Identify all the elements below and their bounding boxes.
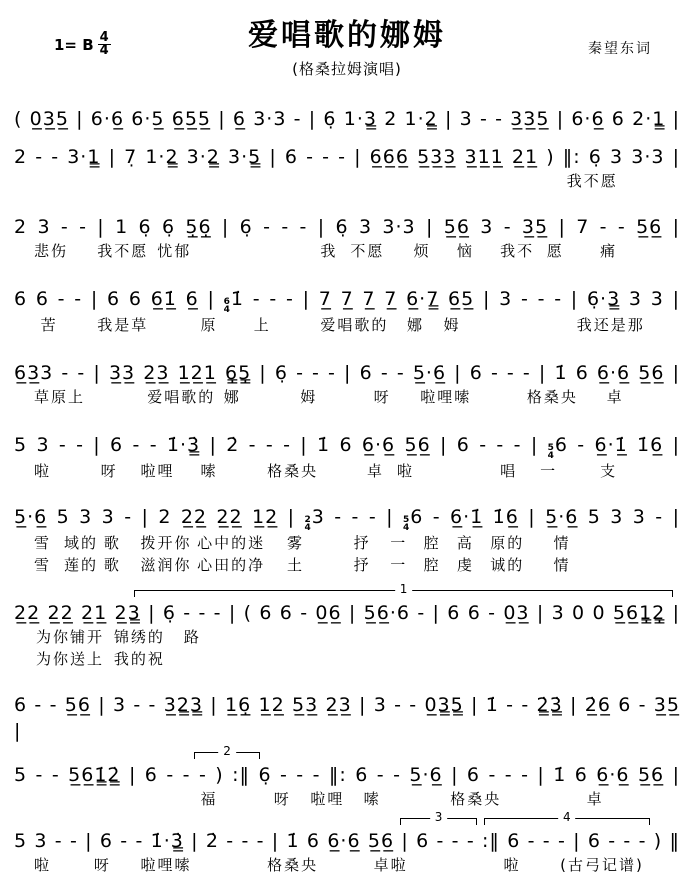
- time-signature-top: 4: [99, 30, 109, 45]
- volta-label: 4: [558, 810, 576, 824]
- lyric-syllable: 抒: [353, 534, 371, 552]
- lyric-syllable: 呀: [100, 462, 118, 480]
- lyrics-row: [14, 532, 680, 554]
- system-line-11: [14, 812, 680, 876]
- lyric-syllable: 土: [287, 556, 305, 574]
- lyric-syllable: 诚的: [490, 556, 525, 574]
- lyric-syllable: 爱唱歌的: [320, 316, 389, 334]
- lyric-syllable: 姆: [300, 388, 318, 406]
- lyric-syllable: 爱唱歌的: [147, 388, 216, 406]
- lyric-syllable: 草原上: [33, 388, 85, 406]
- lyric-syllable: 情: [553, 556, 571, 574]
- key-label: 1= B: [54, 35, 94, 54]
- lyric-syllable: 雾: [287, 534, 305, 552]
- lyric-syllable: 啦: [33, 856, 51, 874]
- lyric-syllable: 抒: [353, 556, 371, 574]
- lyric-syllable: 苦: [40, 316, 58, 334]
- lyricist-credit: 秦望东词: [588, 41, 652, 57]
- lyric-syllable: 上: [253, 316, 271, 334]
- system-line-3: [14, 214, 680, 262]
- notation-line-3: 2 3 - - | 1 6̣ 6̣ 5̲̣6̲̣ | 6̣ - - - | 6̣ 3 3·3 | 5̲6̲ 3 - 3̲5̲ | 7 - - 5̲6̲ |: [14, 216, 680, 238]
- notation-line-8: 2̲2̲ 2̲2̲ 2̲1̲ 2̲3̳ | 6̣ - - - | ( 6 6 - 0̲6̲ | 5̲6̲·6 - | 6 6 - 0̲3̲ | 3 0 0 5̲6̲1̳̣2̳̣ |: [14, 602, 680, 624]
- lyric-syllable: 愿: [546, 242, 564, 260]
- score-body: [14, 106, 680, 876]
- lyric-syllable: 支: [600, 462, 618, 480]
- lyric-syllable: 格桑央: [267, 462, 319, 480]
- notation-line-11: 5 3 - - | 6 - - 1̇·3̳̇ | 2̇ - - - | 1̇ 6 6̲·6̲ 5̲6̲ | 6 - - - :‖ 6 - - - | 6 - - - ) ‖: [14, 830, 680, 852]
- lyric-syllable: 莲的: [63, 556, 98, 574]
- lyric-syllable: 虔: [456, 556, 474, 574]
- volta-row: [14, 746, 680, 762]
- lyric-syllable: 娜: [406, 316, 424, 334]
- lyric-syllable: 痛: [600, 242, 618, 260]
- lyric-syllable: 啦: [396, 462, 414, 480]
- lyric-syllable: 我不愿: [97, 242, 149, 260]
- lyric-syllable: 我是草: [97, 316, 149, 334]
- lyrics-row: [14, 386, 680, 408]
- lyric-syllable: 一: [540, 462, 558, 480]
- lyric-syllable: 我不: [500, 242, 535, 260]
- lyrics-row: [14, 240, 680, 262]
- system-line-1: [14, 106, 680, 132]
- system-line-2: [14, 144, 680, 192]
- system-line-8: [14, 584, 680, 670]
- lyric-syllable: 福: [200, 790, 218, 808]
- lyric-syllable: 唱: [500, 462, 518, 480]
- system-line-6: [14, 432, 680, 482]
- lyrics-row: [14, 170, 680, 192]
- lyric-syllable: 呀: [373, 388, 391, 406]
- time-signature: [98, 32, 111, 57]
- volta-row: [14, 812, 680, 828]
- lyric-syllable: 一: [390, 556, 408, 574]
- lyrics-row: [14, 788, 680, 810]
- song-subtitle: (格桑拉姆演唱): [292, 60, 402, 78]
- notation-line-10: 5 - - 5̲6̲1̳̇2̳̇ | 6 - - - ) :‖ 6̣ - - - ‖: 6 - - 5̲·6̲ | 6 - - - | 1̇ 6 6̲·6̲ 5̲6̲ |: [14, 764, 680, 786]
- volta-row: [14, 584, 680, 600]
- lyric-syllable: 啦哩: [140, 462, 175, 480]
- lyric-syllable: 我还是那: [576, 316, 645, 334]
- lyric-syllable: 姆: [443, 316, 461, 334]
- time-signature-bottom: 4: [99, 43, 109, 58]
- inline-time-signature: 6 4: [223, 297, 230, 315]
- lyric-syllable: 不愿: [350, 242, 385, 260]
- inline-time-signature: 5 4: [547, 443, 554, 461]
- lyric-syllable: 卓啦: [373, 856, 408, 874]
- lyric-syllable: 歌: [103, 556, 121, 574]
- lyrics-row: [14, 314, 680, 336]
- lyric-syllable: 滋润你: [140, 556, 192, 574]
- score-header: [14, 10, 680, 94]
- lyric-syllable: 啦哩嗦: [420, 388, 472, 406]
- notation-line-2: 2 - - 3·1̳ | 7̣ 1·2̳ 3·2̳ 3·5̳ | 6 - - - | 6̲6̲6̲ 5̲3̲3̲ 3̲1̲1̲ 2̲1̲ ) ‖: 6̣ 3 3·3 |: [14, 146, 680, 168]
- lyric-syllable: 原: [200, 316, 218, 334]
- volta-bracket-4: [484, 810, 651, 827]
- lyric-syllable: 歌: [103, 534, 121, 552]
- lyric-syllable: 啦哩: [310, 790, 345, 808]
- notation-line-9: 6 - - 5̲6̲ | 3 - - 3̲2̳3̳ | 1̲6̲̣ 1̲2̲ 5̲3̲ 2̲3̲ | 3 - - 0̲3̳5̳ | 1̇ - - 2̳̇3̳̇ | 2̲̇6̲ 6 - 3̲5̲ |: [14, 694, 680, 742]
- volta-label: 2: [218, 744, 236, 758]
- volta-label: 3: [430, 810, 448, 824]
- notation-line-1: ( 0̲3̲5̲ | 6·6̲ 6·5̲ 6̲5̲5̲ | 6̲ 3·3 - | 6̣ 1·3̳ 2 1·2̳ | 3 - - 3̲3̲5̲ | 6·6̲ 6 2·1̳ |: [14, 108, 680, 130]
- lyrics-row: [14, 460, 680, 482]
- lyric-syllable: 啦: [503, 856, 521, 874]
- volta-bracket-3: [400, 810, 477, 827]
- lyric-syllable: 嗦: [363, 790, 381, 808]
- notation-line-5: 6̲3̲3 - - | 3̲3̲ 2̲3̲ 1̲2̲1̲ 6̳̣5̳̣ | 6̣ - - - | 6 - - 5̲·6̲ | 6 - - - | 1̇ 6 6̲·6̲ 5̲6̲ |: [14, 362, 680, 384]
- inline-time-signature: 5 4: [402, 515, 410, 533]
- lyric-syllable: 娜: [223, 388, 241, 406]
- lyric-syllable: 心田的净: [197, 556, 266, 574]
- lyrics-row: [14, 648, 680, 670]
- lyric-syllable: 烦: [413, 242, 431, 260]
- lyric-syllable: 卓: [586, 790, 604, 808]
- lyric-syllable: 情: [553, 534, 571, 552]
- lyric-syllable: 腔: [423, 534, 441, 552]
- notation-line-4: 6 6 - - | 6 6 6̲1̲̇ 6̲ | 6 4 1̇ - - - | 7̲ 7̲ 7̲ 7̲ 6̲·7̳ 6̲5̲ | 3 - - - | 6̣·3̳ 3 3 |: [14, 288, 680, 315]
- volta-bracket-2: [194, 744, 261, 761]
- lyric-syllable: 啦: [33, 462, 51, 480]
- lyric-syllable: 格桑央: [526, 388, 578, 406]
- volta-bracket-1: [134, 582, 673, 599]
- lyric-syllable: 域的: [63, 534, 98, 552]
- lyric-syllable: 嗦: [200, 462, 218, 480]
- lyric-syllable: 锦绣的: [113, 628, 165, 646]
- lyrics-row: [14, 626, 680, 648]
- lyric-syllable: 为你铺开: [35, 628, 104, 646]
- lyric-syllable: 高: [456, 534, 474, 552]
- key-signature: [54, 32, 111, 57]
- lyric-syllable: 我的祝: [113, 650, 165, 668]
- lyric-syllable: (古弓记谱): [560, 856, 644, 874]
- inline-time-signature: 2 4: [304, 515, 311, 533]
- lyrics-row: [14, 854, 680, 876]
- lyric-syllable: 卓: [606, 388, 624, 406]
- system-line-9: [14, 692, 680, 744]
- system-line-7: [14, 504, 680, 576]
- lyric-syllable: 格桑央: [450, 790, 502, 808]
- lyric-syllable: 一: [390, 534, 408, 552]
- notation-line-6: 5 3 - - | 6 - - 1̇·3̳̇ | 2̇ - - - | 1̇ 6 6̲·6̲ 5̲6̲ | 6 - - - | 5 4 6 - 6̲·1̲̇ 1̇6̲ |: [14, 434, 680, 461]
- lyric-syllable: 拨开你: [140, 534, 192, 552]
- system-line-5: [14, 360, 680, 408]
- lyric-syllable: 呀: [93, 856, 111, 874]
- lyric-syllable: 我不愿: [566, 172, 618, 190]
- lyric-syllable: 格桑央: [267, 856, 319, 874]
- song-title: 爱唱歌的娜姆: [248, 18, 446, 53]
- lyric-syllable: 腔: [423, 556, 441, 574]
- volta-label: 1: [395, 582, 413, 596]
- lyric-syllable: 卓: [366, 462, 384, 480]
- lyric-syllable: 雪: [33, 556, 51, 574]
- lyric-syllable: 恼: [456, 242, 474, 260]
- lyric-syllable: 啦哩嗦: [140, 856, 192, 874]
- lyric-syllable: 原的: [490, 534, 525, 552]
- lyric-syllable: 呀: [273, 790, 291, 808]
- system-line-4: [14, 286, 680, 336]
- system-line-10: [14, 746, 680, 810]
- lyric-syllable: 我: [320, 242, 338, 260]
- lyrics-row: [14, 554, 680, 576]
- lyric-syllable: 为你送上: [35, 650, 104, 668]
- lyric-syllable: 忧郁: [157, 242, 192, 260]
- lyric-syllable: 心中的迷: [197, 534, 266, 552]
- lyric-syllable: 雪: [33, 534, 51, 552]
- lyric-syllable: 路: [183, 628, 201, 646]
- title-block: [14, 10, 680, 79]
- lyric-syllable: 悲伤: [33, 242, 68, 260]
- notation-line-7: 5̲·6̲ 5 3 3 - | 2 2̲2̲ 2̲2̲ 1̲2̲ | 2 4 3 - - - | 5 4 6 - 6̲·1̲̇ 1̇6̲ | 5̲·6̲ 5 3 3 - |: [14, 506, 680, 533]
